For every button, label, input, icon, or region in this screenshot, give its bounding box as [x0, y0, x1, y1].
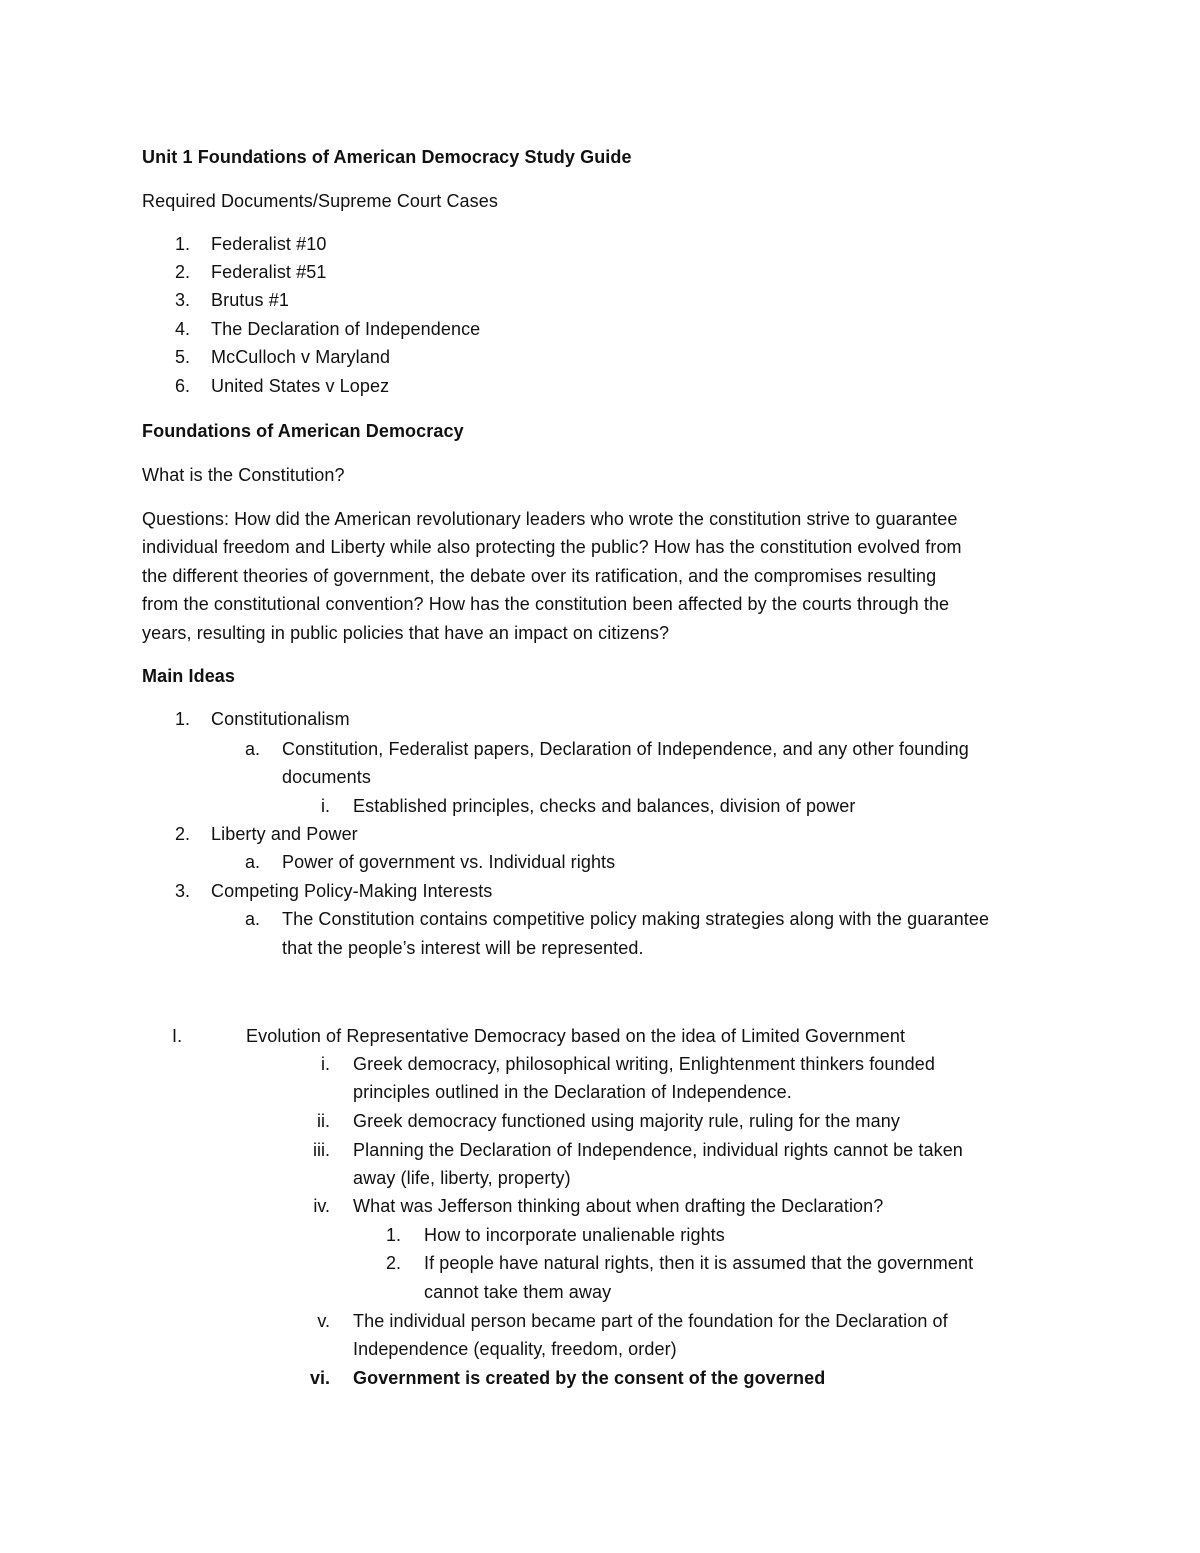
outline-subitem: How to incorporate unalienable rights	[424, 1225, 725, 1245]
list-number: 3.	[174, 881, 190, 901]
list-item: The Declaration of Independence	[211, 319, 481, 339]
outline-number: 1.	[385, 1225, 401, 1245]
paragraph-line: from the constitutional convention? How has the constitution been affected by the courts through the	[142, 594, 950, 614]
outline-roman: iii.	[313, 1140, 330, 1160]
sublist-item-continued: that the people’s interest will be represented.	[282, 938, 644, 958]
outline-number: 2.	[385, 1253, 401, 1273]
list-item: Competing Policy-Making Interests	[211, 881, 493, 901]
list-number: 2.	[174, 824, 190, 844]
list-number: 6.	[174, 376, 190, 396]
sublist-item: Established principles, checks and balances, division of power	[353, 796, 856, 816]
paragraph-line: the different theories of government, the debate over its ratification, and the compromises resulting	[142, 566, 937, 586]
outline-roman: i.	[321, 1054, 330, 1074]
outline-subitem: If people have natural rights, then it is assumed that the government	[424, 1253, 974, 1273]
sublist-item: Power of government vs. Individual rights	[282, 852, 616, 872]
outline-roman: iv.	[313, 1196, 330, 1216]
sublist-letter: a.	[244, 852, 260, 872]
list-item: McCulloch v Maryland	[211, 347, 391, 367]
outline-roman: ii.	[317, 1111, 330, 1131]
paragraph-line: individual freedom and Liberty while also protecting the public? How has the constitution evolved from	[142, 537, 962, 557]
outline-subitem-continued: cannot take them away	[424, 1282, 612, 1302]
list-number: 5.	[174, 347, 190, 367]
sublist-roman: i.	[321, 796, 330, 816]
list-item: Federalist #10	[211, 234, 327, 254]
list-item: Constitutionalism	[211, 709, 350, 729]
sublist-letter: a.	[244, 909, 260, 929]
list-number: 2.	[174, 262, 190, 282]
sublist-item: Constitution, Federalist papers, Declaration of Independence, and any other founding	[282, 739, 969, 759]
paragraph-line: years, resulting in public policies that have an impact on citizens?	[142, 623, 670, 643]
list-item: Brutus #1	[211, 290, 289, 310]
list-number: 3.	[174, 290, 190, 310]
outline-item: Greek democracy functioned using majority rule, ruling for the many	[353, 1111, 900, 1131]
outline-item-continued: away (life, liberty, property)	[353, 1168, 571, 1188]
outline-item: Planning the Declaration of Independence, individual rights cannot be taken	[353, 1140, 963, 1160]
main-ideas-heading: Main Ideas	[142, 666, 236, 686]
outline-item-continued: principles outlined in the Declaration of Independence.	[353, 1082, 792, 1102]
outline-item-bold: Government is created by the consent of the governed	[353, 1368, 826, 1388]
list-item: Liberty and Power	[211, 824, 358, 844]
outline-roman: vi.	[309, 1368, 330, 1388]
list-item: United States v Lopez	[211, 376, 390, 396]
sublist-item: The Constitution contains competitive policy making strategies along with the guarantee	[282, 909, 990, 929]
outline-roman: v.	[317, 1311, 330, 1331]
outline-item: The individual person became part of the foundation for the Declaration of	[353, 1311, 948, 1331]
list-number: 4.	[174, 319, 190, 339]
constitution-question: What is the Constitution?	[142, 465, 345, 485]
sublist-item-continued: documents	[282, 767, 371, 787]
required-heading: Required Documents/Supreme Court Cases	[142, 191, 498, 211]
outline-item: Greek democracy, philosophical writing, Enlightenment thinkers founded	[353, 1054, 935, 1074]
foundations-heading: Foundations of American Democracy	[142, 421, 464, 441]
list-number: 1.	[174, 234, 190, 254]
document-title: Unit 1 Foundations of American Democracy Study Guide	[142, 147, 632, 167]
sublist-letter: a.	[244, 739, 260, 759]
outline-item: What was Jefferson thinking about when drafting the Declaration?	[353, 1196, 884, 1216]
outline-item-continued: Independence (equality, freedom, order)	[353, 1339, 677, 1359]
outline-roman-number: I.	[172, 1026, 183, 1046]
list-item: Federalist #51	[211, 262, 327, 282]
list-number: 1.	[174, 709, 190, 729]
outline-heading: Evolution of Representative Democracy based on the idea of Limited Government	[246, 1026, 906, 1046]
paragraph-line: Questions: How did the American revolutionary leaders who wrote the constitution strive to guarantee	[142, 509, 958, 529]
